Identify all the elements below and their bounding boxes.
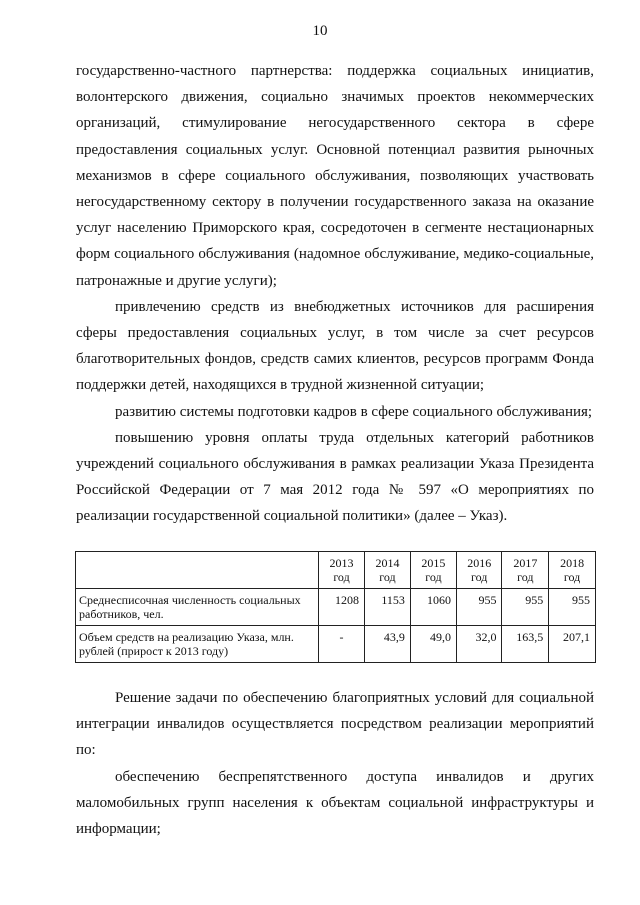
indicators-table <box>75 551 596 663</box>
table-cell: 955 <box>549 589 596 626</box>
table-header-cell: 2015 год <box>410 552 456 589</box>
paragraph: повышению уровня оплаты труда отдельных категорий работников учреждений социального обслуживания в рамках реализации Указа Президента Российской Федерации от 7 мая 2012 года № 597 «О мероприятиях по реализации государственной социальной политики» (далее – Указ). <box>76 429 594 525</box>
table-row <box>76 626 596 663</box>
paragraph: привлечению средств из внебюджетных источников для расширения сферы предоставления социальных услуг, в том числе за счет ресурсов благотворительных фондов, средств самих клиентов, ресурсов программ Фонда поддержки детей, находящихся в трудной жизненной ситуации; <box>76 298 594 394</box>
table-cell: 955 <box>502 589 549 626</box>
paragraph: государственно-частного партнерства: поддержка социальных инициатив, волонтерского движения, социально значимых проектов некоммерческих организаций, стимулирование негосударственного сектора в сфере предоставления социальных услуг. Основной потенциал развития рыночных механизмов в сфере социального обслуживания, позволяющих участвовать негосударственному сектору в получении государственного заказа на оказание услуг населению Приморского края, сосредоточен в сегменте нестационарных форм социального обслуживания (надомное обслуживание, медико-социальные, патронажные и другие услуги); <box>76 63 594 289</box>
body-text-after-table <box>76 685 594 842</box>
table-row-label: Объем средств на реализацию Указа, млн. рублей (прирост к 2013 году) <box>76 626 319 663</box>
table-cell: 1208 <box>319 589 365 626</box>
table-cell: 43,9 <box>365 626 411 663</box>
table-cell: 49,0 <box>410 626 456 663</box>
table-row-label: Среднесписочная численность социальных работников, чел. <box>76 589 319 626</box>
table-cell: 163,5 <box>502 626 549 663</box>
paragraph: Решение задачи по обеспечению благоприятных условий для социальной интеграции инвалидов осуществляется посредством реализации мероприятий по: <box>76 690 594 759</box>
body-text-before-table <box>76 58 594 530</box>
table-header-cell: 2016 год <box>456 552 502 589</box>
table-header-cell: 2013 год <box>319 552 365 589</box>
table-header-row <box>76 552 596 589</box>
table-cell: 955 <box>456 589 502 626</box>
table-cell: 1153 <box>365 589 411 626</box>
paragraph: обеспечению беспрепятственного доступа инвалидов и других маломобильных групп населения к объектам социальной инфраструктуры и информации; <box>76 768 594 838</box>
table-row <box>76 589 596 626</box>
table-header-cell: 2017 год <box>502 552 549 589</box>
table-cell: 32,0 <box>456 626 502 663</box>
table-cell: 1060 <box>410 589 456 626</box>
table-header-cell <box>76 552 319 589</box>
table-cell: 207,1 <box>549 626 596 663</box>
table-header-cell: 2018 год <box>549 552 596 589</box>
paragraph: развитию системы подготовки кадров в сфере социального обслуживания; <box>115 403 593 420</box>
table-cell: - <box>319 626 365 663</box>
table-header-cell: 2014 год <box>365 552 411 589</box>
page-number: 10 <box>312 23 328 39</box>
